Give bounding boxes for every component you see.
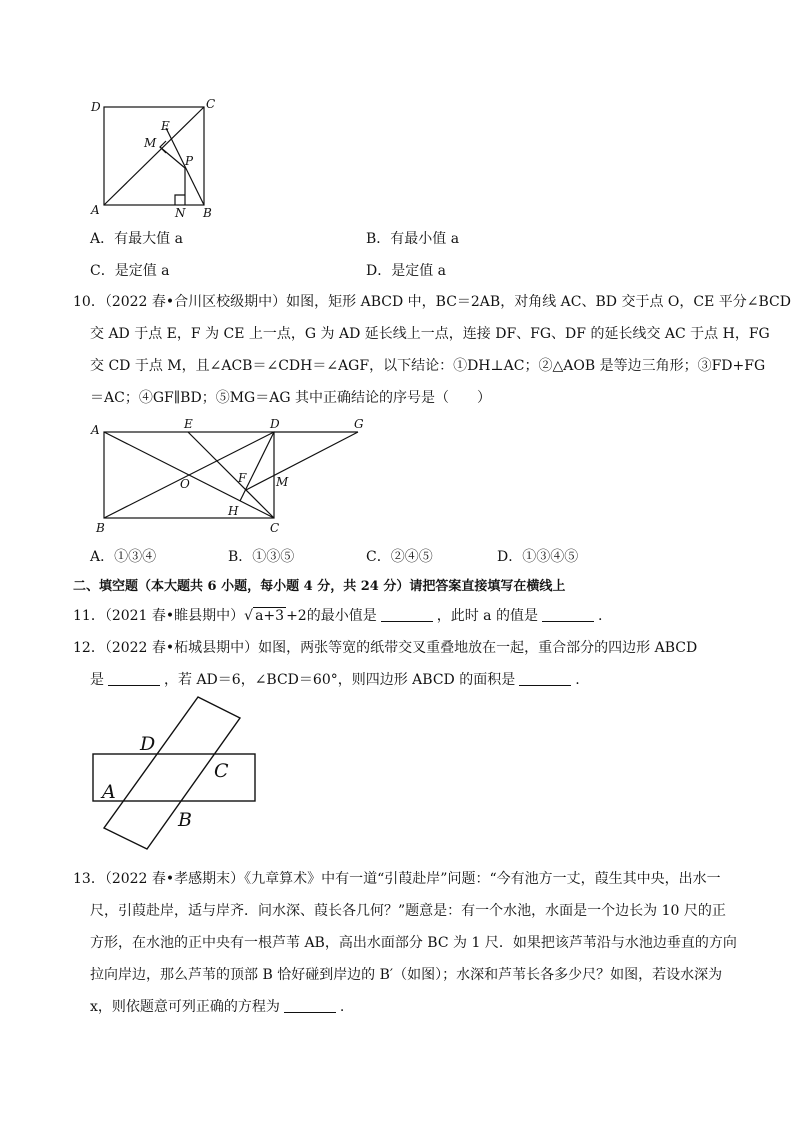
q10-label-f: F (238, 471, 247, 485)
q9-label-p: P (185, 154, 194, 168)
q13-line-4: 拉向岸边，那么芦苇的顶部 B 恰好碰到岸边的 B′（如图）；水深和芦苇长各多少尺？如图，若设水深为 (90, 967, 723, 983)
q10-segment-gf (246, 432, 358, 490)
q13-line-1: 13．（2022 春•孝感期末）《九章算术》中有一道“引葭赴岸”问题：“今有池方一丈，葭生其中央，出水一 (73, 871, 721, 887)
q12-label-a: A (102, 781, 116, 803)
q13-line-3: 方形，在水池的正中央有一根芦苇 AB，高出水面部分 BC 为 1 尺．如果把该芦苇沿与水池边垂直的方向 (90, 935, 737, 951)
q10-label-d: D (270, 417, 280, 431)
q9-figure (86, 96, 222, 222)
q10-option-d[interactable]: D．①③④⑤ (497, 549, 579, 565)
q10-label-g: G (354, 417, 364, 431)
q10-figure (86, 414, 376, 540)
q12-blank-1[interactable] (108, 671, 160, 686)
q10-label-m: M (276, 475, 289, 489)
q10-line-2: 交 AD 于点 E，F 为 CE 上一点，G 为 AD 延长线上一点，连接 DF、FG、DF 的延长线交 AC 于点 H，FG (90, 326, 770, 342)
q11-line: 11．（2021 春•睢县期中）√ a+3 +2的最小值是 ，此时 a 的值是 . (73, 608, 603, 624)
q9-option-c[interactable]: C．是定值 a (90, 263, 170, 279)
q12-figure (86, 692, 266, 854)
q9-label-m: M (144, 136, 157, 150)
q12-label-d: D (140, 733, 156, 755)
q12-horizontal-strip (93, 754, 255, 801)
q10-option-b[interactable]: B．①③⑤ (228, 549, 295, 565)
q13-line-2: 尺，引葭赴岸，适与岸齐．问水深、葭长各几何？”题意是：有一个水池，水面是一个边长为 10 尺的正 (90, 903, 726, 919)
q12-line-1: 12．（2022 春•柘城县期中）如图，两张等宽的纸带交叉重叠地放在一起，重合部分的四边形 ABCD (73, 640, 698, 656)
q11-sqrt: √ a+3 (244, 608, 285, 624)
q9-label-b: B (203, 206, 212, 220)
q10-line-3: 交 CD 于点 M，且∠ACB＝∠CDH＝∠AGF，以下结论：①DH⊥AC；②△AOB 是等边三角形；③FD+FG (90, 358, 766, 374)
q11-blank-2[interactable] (542, 607, 594, 622)
q9-option-d[interactable]: D．是定值 a (366, 263, 447, 279)
q10-label-e: E (184, 417, 193, 431)
q10-line-4: ＝AC；④GF∥BD；⑤MG＝AG 其中正确结论的序号是（ ） (90, 390, 491, 406)
q12-blank-2[interactable] (519, 671, 571, 686)
q10-line-1: 10．（2022 春•合川区校级期中）如图，矩形 ABCD 中，BC＝2AB，对角线 AC、BD 交于点 O，CE 平分∠BCD (73, 294, 791, 310)
q10-option-c[interactable]: C．②④⑤ (366, 549, 433, 565)
q10-label-a: A (91, 423, 100, 437)
q10-label-o: O (180, 477, 190, 491)
q11-radicand: a+3 (255, 608, 285, 624)
q9-option-a[interactable]: A．有最大值 a (90, 231, 183, 247)
q11-blank-1[interactable] (381, 607, 433, 622)
q9-label-e: E (161, 119, 170, 133)
q10-label-h: H (228, 504, 239, 518)
section-fill-in-header: 二、填空题（本大题共 6 小题，每小题 4 分，共 24 分）请把答案直接填写在横线上 (73, 579, 566, 594)
q10-label-c: C (270, 521, 280, 535)
q12-label-c: C (214, 760, 229, 782)
q12-label-b: B (178, 809, 192, 831)
q9-label-c: C (206, 97, 216, 111)
q13-line-5: x，则依题意可列正确的方程为 . (90, 999, 345, 1015)
q9-option-b[interactable]: B．有最小值 a (366, 231, 460, 247)
q10-label-b: B (96, 521, 105, 535)
q9-right-angle-n (175, 195, 185, 205)
q10-option-a[interactable]: A．①③④ (90, 549, 157, 565)
q9-label-n: N (175, 206, 186, 220)
q9-label-a: A (91, 203, 100, 217)
q9-label-d: D (91, 100, 101, 114)
q12-line-2: 是 ，若 AD＝6，∠BCD＝60°，则四边形 ABCD 的面积是 . (90, 672, 580, 688)
q13-blank[interactable] (284, 998, 336, 1013)
q10-segment-dh (240, 432, 274, 501)
